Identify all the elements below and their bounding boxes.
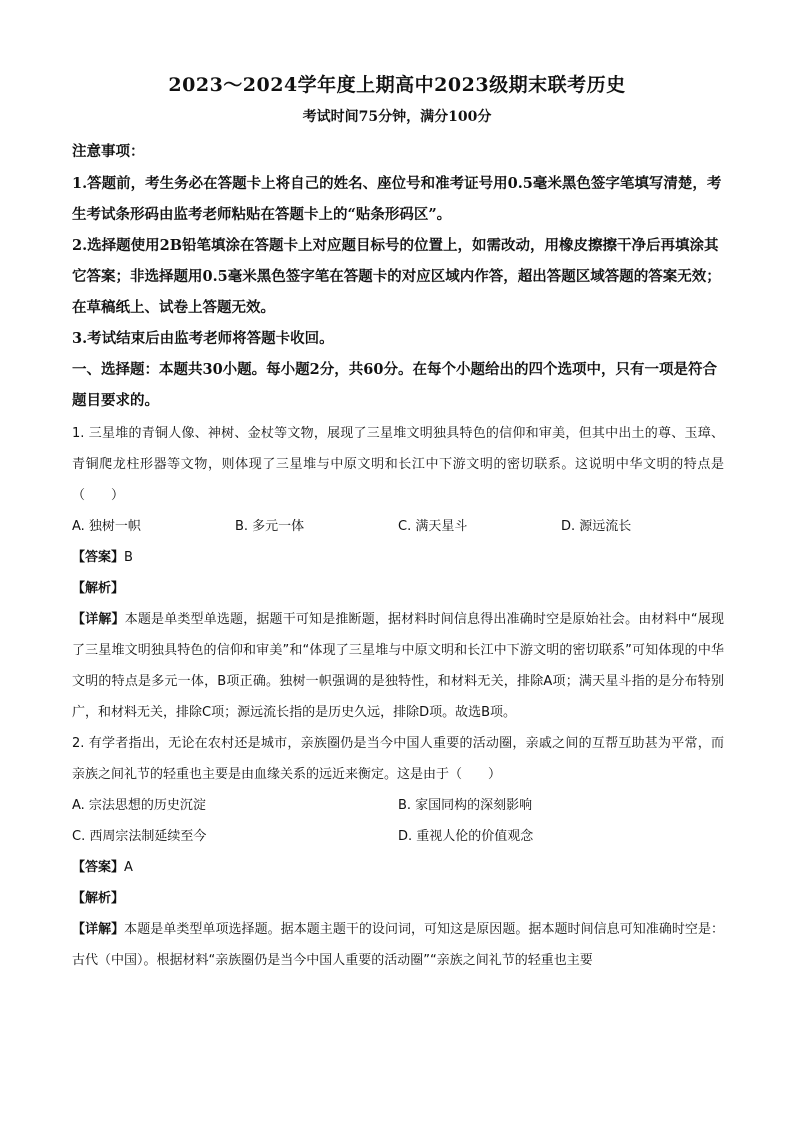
analysis-label: 【解析】 [72,891,125,906]
question-1-stem: 1. 三星堆的青铜人像、神树、金杖等文物，展现了三星堆文明独具特色的信仰和审美，但其中出土的尊、玉璋、青铜爬龙柱形器等文物，则体现了三星堆与中原文明和长江中下游文明的密切联系。这说明中华文明的特点是（ ） [72,426,724,503]
detail-label: 【详解】 [72,922,125,937]
notice-item-1: 1.答题前，考生务必在答题卡上将自己的姓名、座位号和准考证号用0.5毫米黑色签字笔填写清楚，考生考试条形码由监考老师粘贴在答题卡上的“贴条形码区”。 [72,175,722,223]
question-2-answer [72,852,724,883]
question-2-stem: 2. 有学者指出，无论在农村还是城市，亲族圈仍是当今中国人重要的活动圈，亲戚之间的互帮互助甚为平常，而亲族之间礼节的轻重也主要是由血缘关系的远近来衡定。这是由于（ ） [72,736,724,782]
option-b: B. 家国同构的深刻影响 [398,798,533,813]
question-2-options [72,790,724,852]
notice-item-2: 2.选择题使用2B铅笔填涂在答题卡上对应题目标号的位置上，如需改动，用橡皮擦擦干净后再填涂其它答案；非选择题用0.5毫米黑色签字笔在答题卡的对应区域内作答，超出答题区域答题的答案无效；在草稿纸上、试卷上答题无效。 [72,237,721,316]
answer-value: B [124,550,133,565]
answer-value: A [124,860,133,875]
answer-label: 【答案】 [72,860,125,875]
analysis-label: 【解析】 [72,581,125,596]
exam-duration: 考试时间75分钟，满分100分 [302,109,492,125]
option-d: D. 源远流长 [561,519,632,534]
detail-text: 本题是单类型单选题，据题干可知是推断题，据材料时间信息得出准确时空是原始社会。由材料中“展现了三星堆文明独具特色的信仰和审美”和“体现了三星堆与中原文明和长江中下游文明的密切联系”可知体现的中华文明的特点是多元一体，B项正确。独树一帜强调的是独特性，和材料无关，排除A项；满天星斗指的是分布特别广，和材料无关，排除C项；源远流长指的是历史久远，排除D项。故选B项。 [72,612,724,720]
option-d: D. 重视人伦的价值观念 [398,829,534,844]
document-body [72,140,724,976]
notice-item-3: 3.考试结束后由监考老师将答题卡收回。 [72,330,334,347]
detail-label: 【详解】 [72,612,125,627]
option-a: A. 宗法思想的历史沉淀 [72,798,206,813]
section-heading: 一、选择题：本题共30小题。每小题2分，共60分。在每个小题给出的四个选项中，只有一项是符合题目要求的。 [72,361,717,409]
option-b: B. 多元一体 [235,519,305,534]
option-a: A. 独树一帜 [72,519,141,534]
question-2-analysis [72,883,724,914]
answer-label: 【答案】 [72,550,125,565]
notice-heading: 注意事项： [72,143,145,160]
question-1-answer [72,542,724,573]
option-c: C. 西周宗法制延续至今 [72,829,207,844]
question-1-detail [72,604,724,728]
page-title: 2023～2024学年度上期高中2023级期末联考历史 [168,74,626,96]
question-2-detail [72,914,724,976]
detail-text: 本题是单类型单项选择题。据本题主题干的设问词，可知这是原因题。据本题时间信息可知准确时空是：古代（中国）。根据材料“亲族圈仍是当今中国人重要的活动圈”“亲族之间礼节的轻重也主要 [72,922,724,968]
option-c: C. 满天星斗 [398,519,468,534]
question-1-analysis [72,573,724,604]
question-1-options [72,511,724,542]
